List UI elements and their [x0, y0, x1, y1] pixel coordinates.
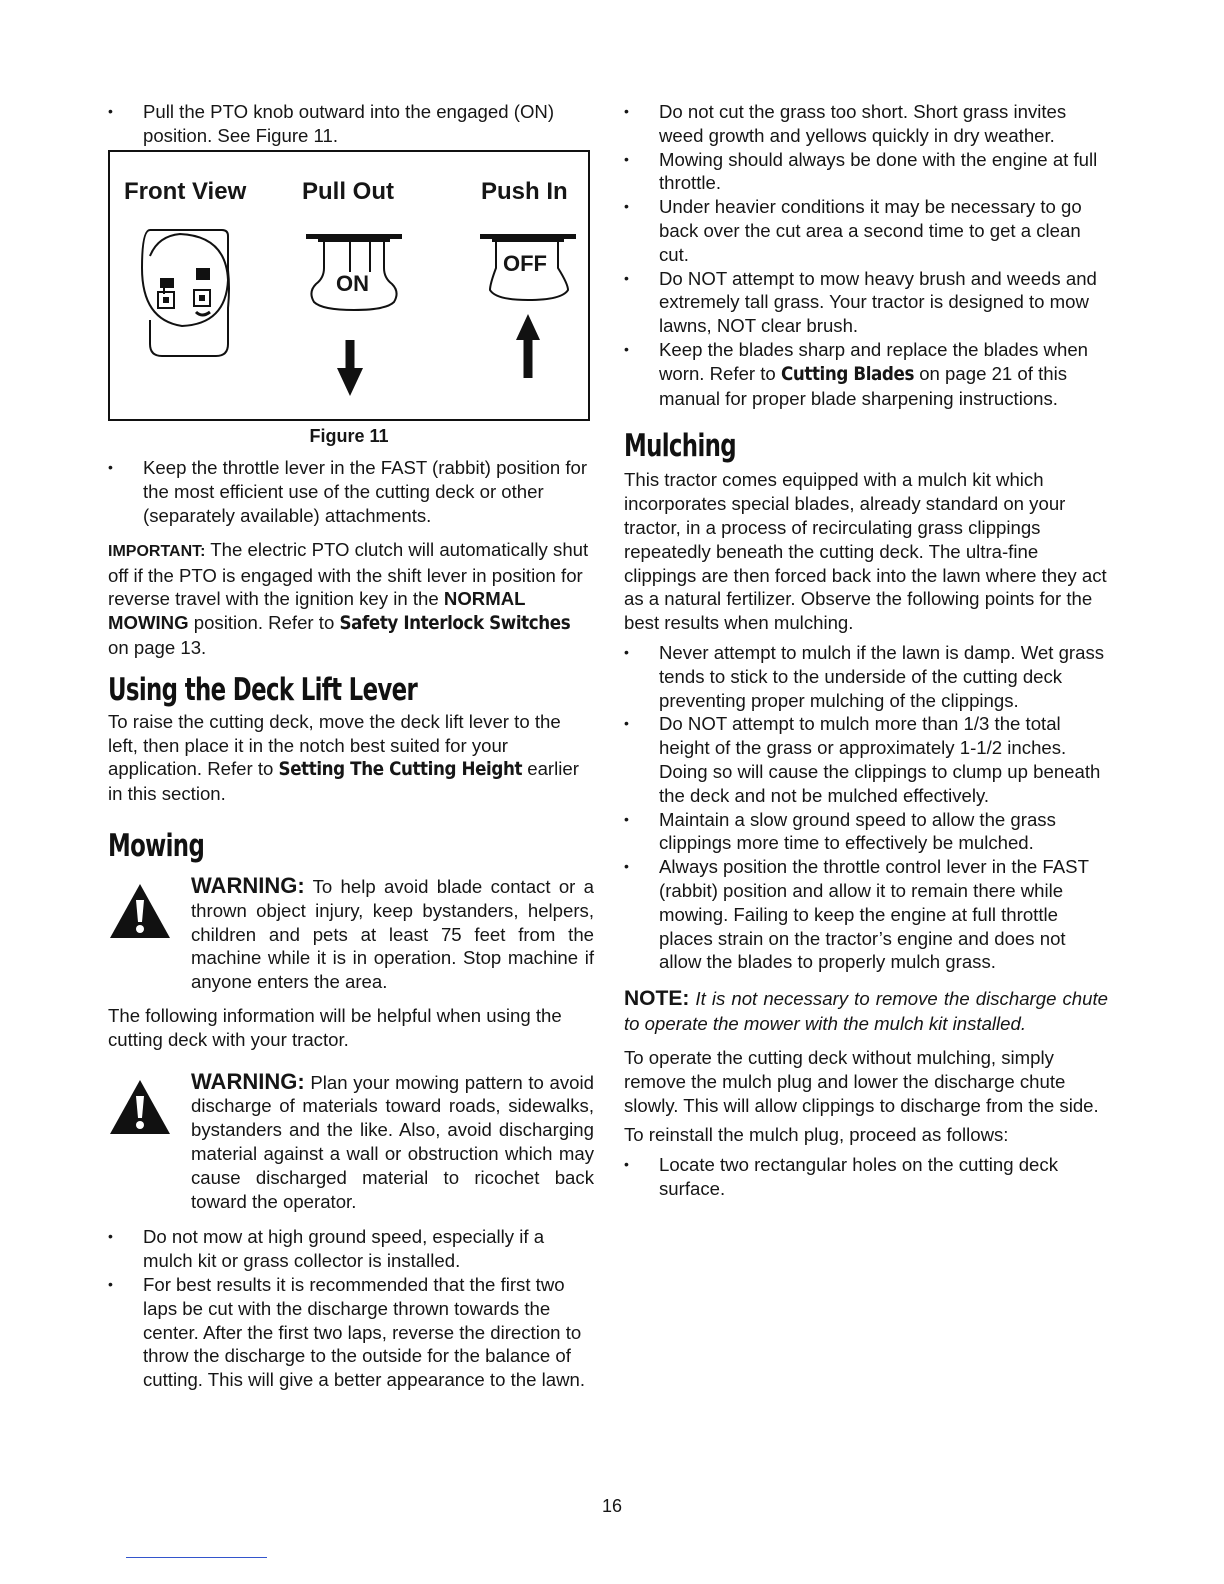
list-item: • Do not cut the grass too short. Short grass invites weed growth and yellows quickly in dry weather.	[624, 100, 1108, 148]
important-text: position. Refer to	[188, 612, 340, 634]
important-text: The electric PTO clutch will automatically shut off if the PTO is engaged with the shift lever in position for reverse travel with the ignition key in the	[108, 538, 589, 610]
list-item: • Under heavier conditions it may be necessary to go back over the cut area a second time to get a clean cut.	[624, 195, 1108, 266]
list-item: • Do not mow at high ground speed, especially if a mulch kit or grass collector is installed.	[108, 1225, 594, 1273]
blades-text: Keep the blades sharp and replace the blades when worn. Refer to	[659, 338, 1088, 384]
list-item: • Keep the throttle lever in the FAST (rabbit) position for the most efficient use of the cutting deck or other (separately available) attachments.	[108, 456, 594, 527]
mulch-bullet-list	[624, 641, 1108, 974]
mowing-heading: Mowing	[108, 827, 205, 864]
figure-heading-front-view: Front View	[124, 177, 247, 205]
list-item: • Locate two rectangular holes on the cutting deck surface.	[624, 1153, 1108, 1201]
warning-triangle-icon	[108, 1078, 172, 1136]
note-label: NOTE:	[624, 987, 690, 1011]
list-item	[624, 338, 1108, 410]
list-item: • Do NOT attempt to mow heavy brush and weeds and extremely tall grass. Your tractor is designed to mow lawns, NOT clear brush.	[624, 267, 1108, 338]
mulch-intro-paragraph: This tractor comes equipped with a mulch kit which incorporates special blades, already standard on your tractor, in a process of recirculating grass clippings repeatedly beneath the cutting deck. The ultra-fine clippings are then forced back into the lawn where they act as a natural fertilizer. Observe the following points for the best results when mulching.	[624, 469, 1107, 634]
without-mulch-paragraph: To operate the cutting deck without mulching, simply remove the mulch plug and lower the discharge chute slowly. This will allow clippings to discharge from the side.	[624, 1047, 1099, 1116]
on-label: ON	[336, 270, 369, 296]
deck-lift-heading: Using the Deck Lift Lever	[108, 671, 418, 708]
page-number: 16	[601, 1496, 623, 1516]
important-label: IMPORTANT:	[108, 542, 206, 560]
footer-rule	[126, 1557, 267, 1558]
warning-label: WARNING:	[191, 1068, 305, 1094]
mowing-tips-list	[624, 100, 1108, 410]
left-column	[108, 100, 594, 1392]
warning-discharge	[108, 1070, 594, 1214]
list-item: • For best results it is recommended that the first two laps be cut with the discharge thrown towards the center. After the first two laps, reverse the direction to throw the discharge to the outside for the balance of cutting. This will give a better appearance to the lawn.	[108, 1273, 594, 1392]
deck-text: earlier in this section.	[108, 758, 579, 805]
pto-knob-pull-out-icon	[306, 228, 406, 404]
cutting-blades-ref: Cutting Blades	[780, 363, 915, 385]
figure-caption: Figure 11	[309, 425, 389, 446]
warning-text: To help avoid blade contact or a thrown object injury, keep bystanders, helpers, children and pets at least 75 feet from the machine while it is in operation. Stop machine if anyone enters the area.	[191, 875, 594, 993]
mulching-heading: Mulching	[624, 428, 736, 465]
normal-mowing-term: NORMAL MOWING	[108, 588, 526, 634]
list-item: • Always position the throttle control lever in the FAST (rabbit) position and allow it to remain there while mowing. Failing to keep the engine at full throttle places strain on the tractor’s engine and does not allow the blades to properly mulch grass.	[624, 855, 1108, 974]
deck-text: To raise the cutting deck, move the deck lift lever to the left, then place it in the notch best suited for your application. Refer to	[108, 710, 561, 780]
figure-heading-push-in: Push In	[481, 177, 568, 205]
blades-text: on page 21 of this manual for proper blade sharpening instructions.	[659, 362, 1068, 409]
mowing-bullet-list	[108, 1225, 594, 1392]
off-label: OFF	[503, 250, 547, 276]
important-paragraph	[108, 538, 594, 660]
list-item: • Mowing should always be done with the engine at full throttle.	[624, 148, 1108, 196]
figure-heading-pull-out: Pull Out	[302, 177, 394, 205]
list-item: • Never attempt to mulch if the lawn is damp. Wet grass tends to stick to the underside of the cutting deck preventing proper mulching of the clippings.	[624, 641, 1108, 712]
warning-triangle-icon	[108, 882, 172, 940]
warning-text: Plan your mowing pattern to avoid discharge of materials toward roads, sidewalks, bystanders and the like. Also, avoid discharging material against a wall or obstruction which may cause discharged material to ricochet back toward the operator.	[191, 1071, 594, 1212]
figure-11	[108, 150, 590, 421]
important-text: on page 13.	[108, 636, 207, 658]
list-item: • Do NOT attempt to mulch more than 1/3 the total height of the grass or approximately 1-1/2 inches. Doing so will cause the clippings to clump up beneath the deck and not be mulched effectively.	[624, 712, 1108, 807]
list-item: • Pull the PTO knob outward into the engaged (ON) position. See Figure 11.	[108, 100, 594, 148]
following-paragraph: The following information will be helpful when using the cutting deck with your tractor.	[108, 1004, 562, 1050]
reinstall-paragraph: To reinstall the mulch plug, proceed as follows:	[624, 1124, 1009, 1146]
safety-interlock-ref: Safety Interlock Switches	[339, 613, 571, 635]
throttle-bullet-list	[108, 456, 594, 527]
warning-label: WARNING:	[191, 872, 305, 898]
reinstall-bullet-list	[624, 1153, 1108, 1201]
right-column	[624, 100, 1108, 1201]
cutting-height-ref: Setting The Cutting Height	[278, 759, 523, 781]
pto-bullet-list	[108, 100, 594, 148]
pto-knob-front-view-icon	[140, 228, 230, 358]
list-item: • Maintain a slow ground speed to allow the grass clippings more time to effectively be mulched.	[624, 808, 1108, 856]
deck-lift-paragraph	[108, 710, 594, 806]
note-text: It is not necessary to remove the discharge chute to operate the mower with the mulch kit installed.	[624, 988, 1108, 1035]
note-paragraph	[624, 986, 1108, 1036]
warning-blade-contact	[108, 874, 594, 994]
